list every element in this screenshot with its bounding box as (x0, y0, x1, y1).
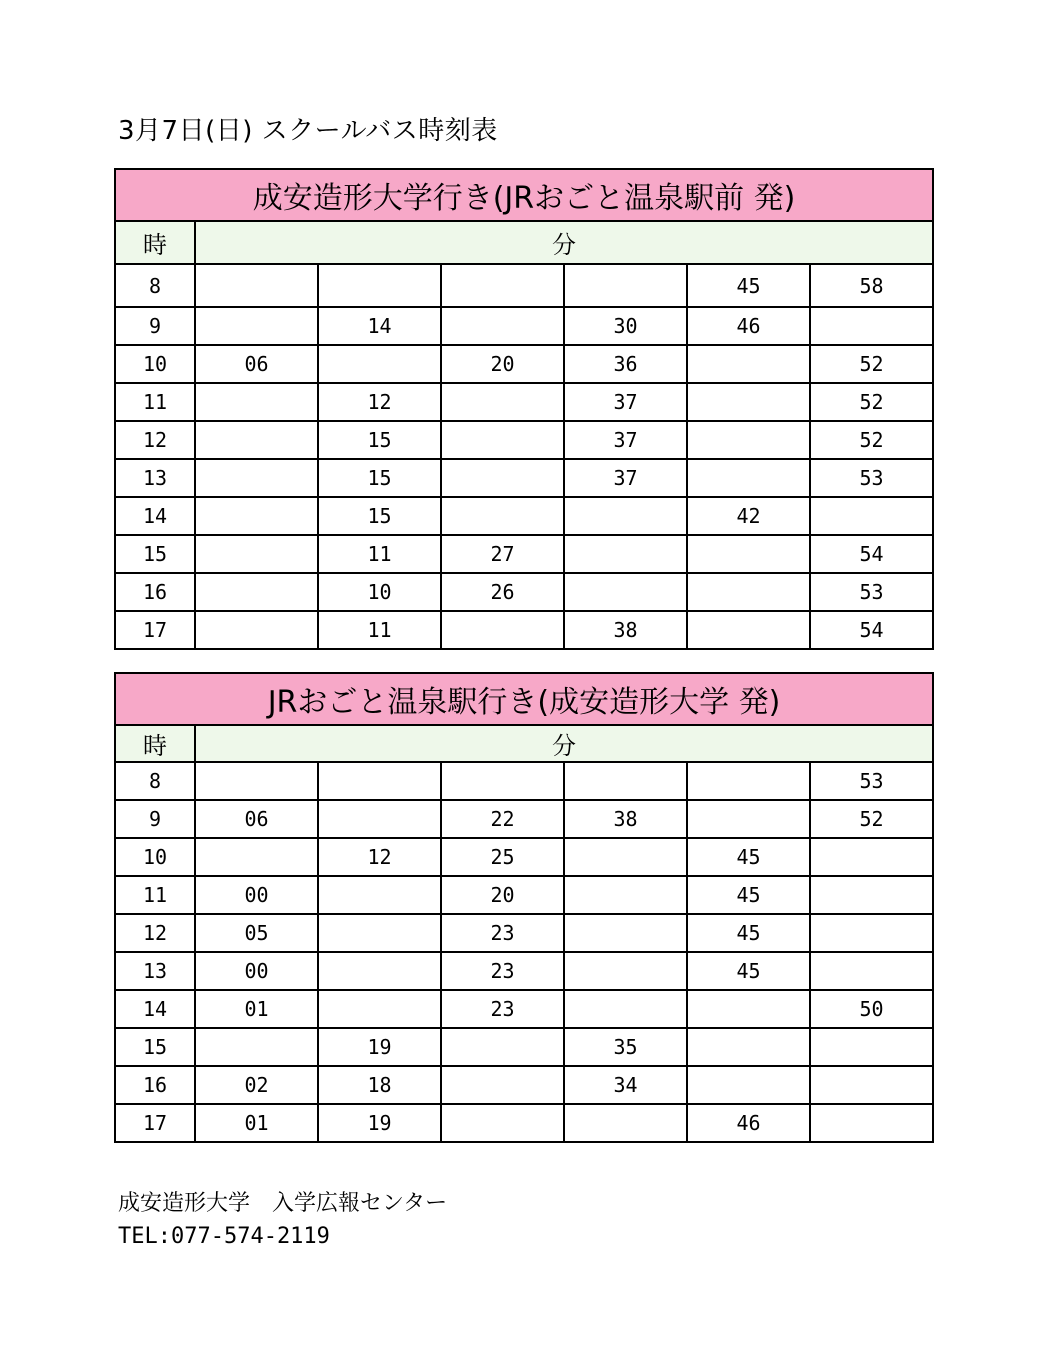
minute-cell: 15 (318, 497, 441, 535)
hour-cell: 14 (115, 497, 195, 535)
hour-cell: 12 (115, 914, 195, 952)
minute-cell: 22 (441, 800, 564, 838)
minute-cell: 53 (810, 573, 933, 611)
hour-header: 時 (115, 725, 195, 762)
minute-cell: 01 (195, 1104, 318, 1142)
table-row (115, 1104, 933, 1142)
minute-cell (687, 421, 810, 459)
minute-cell (318, 914, 441, 952)
minute-cell: 23 (441, 914, 564, 952)
minute-cell (564, 573, 687, 611)
minute-cell (687, 762, 810, 800)
minute-cell: 18 (318, 1066, 441, 1104)
minute-cell: 25 (441, 838, 564, 876)
minute-cell (195, 1028, 318, 1066)
minute-cell (687, 573, 810, 611)
minute-cell (195, 611, 318, 649)
minute-cell (441, 611, 564, 649)
minute-cell (318, 952, 441, 990)
minute-cell (687, 1066, 810, 1104)
minute-cell (810, 876, 933, 914)
minute-cell (441, 762, 564, 800)
minute-cell (564, 952, 687, 990)
minute-cell (687, 800, 810, 838)
minute-cell: 30 (564, 307, 687, 345)
minute-cell: 38 (564, 800, 687, 838)
minute-cell (810, 914, 933, 952)
table-row (115, 1066, 933, 1104)
minute-cell: 12 (318, 838, 441, 876)
minute-cell (441, 459, 564, 497)
minute-cell: 20 (441, 345, 564, 383)
minute-cell (195, 421, 318, 459)
page-title: 3月7日(日) スクールバス時刻表 (118, 116, 498, 146)
hour-cell: 13 (115, 952, 195, 990)
minute-cell (318, 762, 441, 800)
minute-cell: 53 (810, 459, 933, 497)
minute-cell: 00 (195, 876, 318, 914)
minute-cell: 11 (318, 611, 441, 649)
minute-cell (195, 307, 318, 345)
minute-cell (564, 990, 687, 1028)
minute-cell (564, 838, 687, 876)
minute-cell: 45 (687, 876, 810, 914)
minute-cell (441, 307, 564, 345)
table-row (115, 459, 933, 497)
hour-cell: 15 (115, 535, 195, 573)
minute-cell (687, 535, 810, 573)
minute-cell (564, 1104, 687, 1142)
minute-cell (564, 876, 687, 914)
table-row (115, 1028, 933, 1066)
minute-cell: 46 (687, 307, 810, 345)
minute-cell (318, 264, 441, 307)
footer-phone: TEL:077-574-2119 (118, 1224, 330, 1249)
hour-cell: 16 (115, 573, 195, 611)
hour-cell: 10 (115, 838, 195, 876)
minute-cell: 45 (687, 838, 810, 876)
minute-cell (687, 459, 810, 497)
table-row (115, 421, 933, 459)
table-row (115, 535, 933, 573)
table-row (115, 876, 933, 914)
minute-cell: 52 (810, 800, 933, 838)
minute-cell: 36 (564, 345, 687, 383)
minute-cell (441, 1028, 564, 1066)
minute-cell (564, 497, 687, 535)
minute-cell: 46 (687, 1104, 810, 1142)
minute-cell: 01 (195, 990, 318, 1028)
minute-cell: 15 (318, 421, 441, 459)
table-row (115, 497, 933, 535)
minute-cell (810, 497, 933, 535)
minute-cell (810, 952, 933, 990)
minute-cell (195, 264, 318, 307)
timetable-to-university (114, 168, 934, 650)
minute-cell (195, 762, 318, 800)
minute-cell (687, 990, 810, 1028)
hour-cell: 8 (115, 264, 195, 307)
minute-cell: 05 (195, 914, 318, 952)
minute-cell: 02 (195, 1066, 318, 1104)
minute-cell (441, 383, 564, 421)
timetable-title: 成安造形大学行き(JRおごと温泉駅前 発) (115, 169, 933, 221)
hour-cell: 12 (115, 421, 195, 459)
minute-cell (441, 421, 564, 459)
hour-cell: 17 (115, 1104, 195, 1142)
minute-cell: 53 (810, 762, 933, 800)
minute-cell: 15 (318, 459, 441, 497)
minute-cell: 50 (810, 990, 933, 1028)
minute-cell: 23 (441, 952, 564, 990)
table-row (115, 838, 933, 876)
table-row (115, 383, 933, 421)
minute-cell: 06 (195, 345, 318, 383)
minute-cell (810, 838, 933, 876)
minute-cell (195, 838, 318, 876)
minute-cell (564, 914, 687, 952)
minute-cell (810, 1028, 933, 1066)
minute-cell: 54 (810, 535, 933, 573)
minute-cell: 06 (195, 800, 318, 838)
timetable-to-station (114, 672, 934, 1143)
minute-cell (810, 1066, 933, 1104)
minute-cell: 52 (810, 421, 933, 459)
minute-cell (195, 535, 318, 573)
hour-cell: 14 (115, 990, 195, 1028)
hour-header: 時 (115, 221, 195, 264)
table-row (115, 762, 933, 800)
minute-cell: 45 (687, 914, 810, 952)
minute-cell (687, 345, 810, 383)
minute-cell: 52 (810, 345, 933, 383)
minute-cell: 19 (318, 1028, 441, 1066)
minute-cell: 37 (564, 459, 687, 497)
minute-cell (195, 459, 318, 497)
minute-cell: 14 (318, 307, 441, 345)
minute-cell (441, 497, 564, 535)
minute-header: 分 (195, 221, 933, 264)
table-row (115, 264, 933, 307)
hour-cell: 16 (115, 1066, 195, 1104)
minute-cell (318, 990, 441, 1028)
minute-cell: 26 (441, 573, 564, 611)
minute-cell: 45 (687, 952, 810, 990)
minute-cell: 19 (318, 1104, 441, 1142)
table-row (115, 990, 933, 1028)
footer-organization: 成安造形大学 入学広報センター (118, 1191, 448, 1216)
timetable-title: JRおごと温泉駅行き(成安造形大学 発) (115, 673, 933, 725)
table-row (115, 952, 933, 990)
minute-cell (441, 1104, 564, 1142)
minute-cell: 54 (810, 611, 933, 649)
minute-cell: 23 (441, 990, 564, 1028)
minute-cell (810, 307, 933, 345)
minute-cell (564, 535, 687, 573)
hour-cell: 10 (115, 345, 195, 383)
minute-cell (564, 264, 687, 307)
hour-cell: 11 (115, 876, 195, 914)
minute-cell (810, 1104, 933, 1142)
minute-cell (441, 1066, 564, 1104)
minute-cell (195, 497, 318, 535)
minute-cell: 12 (318, 383, 441, 421)
minute-cell (564, 762, 687, 800)
minute-cell: 38 (564, 611, 687, 649)
table-row (115, 307, 933, 345)
minute-cell (195, 383, 318, 421)
minute-cell: 37 (564, 383, 687, 421)
table-row (115, 611, 933, 649)
minute-cell (687, 1028, 810, 1066)
minute-cell: 27 (441, 535, 564, 573)
table-row (115, 800, 933, 838)
minute-cell: 42 (687, 497, 810, 535)
hour-cell: 11 (115, 383, 195, 421)
minute-cell: 00 (195, 952, 318, 990)
hour-cell: 13 (115, 459, 195, 497)
minute-cell (687, 383, 810, 421)
minute-cell: 11 (318, 535, 441, 573)
hour-cell: 9 (115, 800, 195, 838)
minute-header: 分 (195, 725, 933, 762)
minute-cell: 35 (564, 1028, 687, 1066)
minute-cell (687, 611, 810, 649)
minute-cell: 34 (564, 1066, 687, 1104)
minute-cell: 52 (810, 383, 933, 421)
hour-cell: 15 (115, 1028, 195, 1066)
minute-cell: 45 (687, 264, 810, 307)
hour-cell: 17 (115, 611, 195, 649)
minute-cell: 20 (441, 876, 564, 914)
minute-cell (441, 264, 564, 307)
minute-cell (195, 573, 318, 611)
hour-cell: 9 (115, 307, 195, 345)
minute-cell: 58 (810, 264, 933, 307)
minute-cell: 10 (318, 573, 441, 611)
minute-cell (318, 876, 441, 914)
minute-cell (318, 800, 441, 838)
hour-cell: 8 (115, 762, 195, 800)
minute-cell (318, 345, 441, 383)
table-row (115, 573, 933, 611)
table-row (115, 345, 933, 383)
table-row (115, 914, 933, 952)
minute-cell: 37 (564, 421, 687, 459)
